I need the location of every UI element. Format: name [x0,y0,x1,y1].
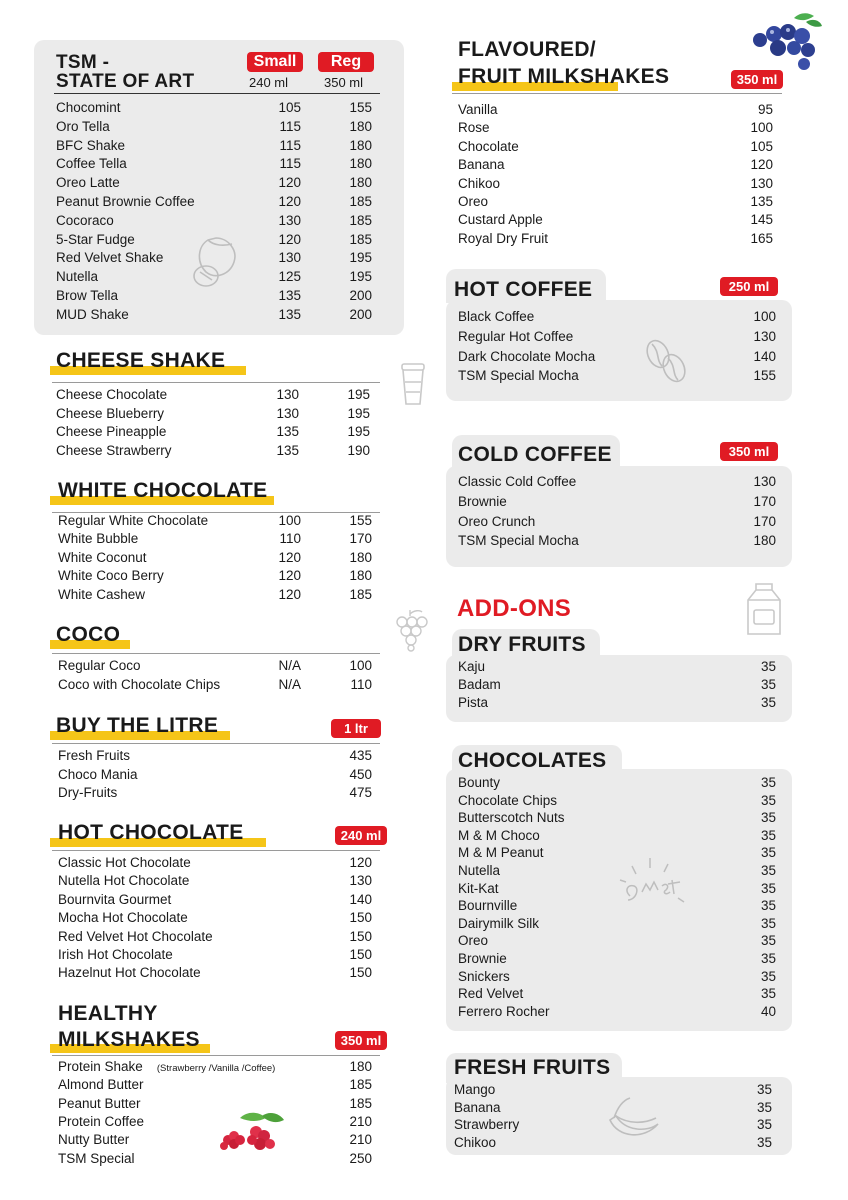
item-name: Kit-Kat [458,880,499,896]
item-name: Cheese Pineapple [56,424,167,439]
menu-item [458,175,778,193]
tsm-title-line2: STATE OF ART [56,71,195,92]
menu-item [58,784,378,802]
item-name: White Bubble [58,531,139,547]
hazelnut-icon [188,232,246,292]
price: 130 [349,873,372,889]
price: 35 [760,792,776,808]
item-name: Dry-Fruits [58,785,118,800]
menu-item [458,809,778,827]
item-name: Dark Chocolate Mocha [458,348,596,364]
item-name: Badam [458,677,501,692]
item-name: White Cashew [58,586,146,602]
menu-item [58,586,378,604]
cheese-title: CHEESE SHAKE [56,349,226,372]
freshfruits-title: FRESH FRUITS [454,1056,611,1079]
menu-item [56,423,376,441]
item-name: Oreo Crunch [458,513,536,529]
chocolates-title: CHOCOLATES [458,749,607,772]
menu-item [458,156,778,174]
price: 130 [753,328,776,344]
price: 210 [349,1113,372,1129]
item-name: Banana [458,157,505,173]
item-name: Black Coffee [458,309,535,324]
healthy-title-line2: MILKSHAKES [58,1028,200,1051]
price: 135 [750,194,773,209]
grapes-icon [392,608,428,652]
price-reg: 190 [347,442,370,458]
item-name: Strawberry [454,1117,520,1133]
item-name: Chikoo [458,175,501,191]
hotchoc-title: HOT CHOCOLATE [58,821,244,844]
tsm-divider [54,93,380,94]
price-reg: 185 [349,212,372,228]
price: 150 [349,910,372,926]
item-name: Red Velvet Hot Chocolate [58,928,213,944]
price-reg: 110 [350,676,372,692]
price: 35 [760,880,776,896]
menu-item [56,405,376,423]
price: 35 [760,827,776,843]
item-name: Hazelnut Hot Chocolate [58,965,201,981]
coco-title: COCO [56,623,121,646]
price: 100 [753,309,776,324]
item-name: Dairymilk Silk [458,915,539,931]
litre-badge: 1 ltr [331,719,381,738]
menu-item [58,512,378,530]
item-name: Nutella [56,269,99,285]
item-name: Cheese Strawberry [56,442,172,458]
price-reg: 200 [349,288,372,303]
menu-item [58,854,378,872]
menu-item [56,306,376,324]
price-reg: 200 [349,306,372,322]
price: 95 [757,102,773,117]
item-name: Peanut Butter [58,1095,141,1111]
healthy-title-line1: HEALTHY [58,1002,158,1025]
menu-item [458,328,778,346]
item-name: Brownie [458,951,507,966]
item-name: M & M Choco [458,827,540,843]
price-small: 105 [278,100,301,115]
price: 35 [756,1099,772,1115]
price: 130 [750,175,773,191]
item-name: Red Velvet [458,986,524,1002]
item-name: Cocoraco [56,212,114,228]
price: 35 [756,1134,772,1150]
price: 35 [760,951,776,966]
price: 40 [760,1003,776,1019]
menu-item [458,774,778,792]
item-name: White Coconut [58,549,147,565]
menu-item [58,530,378,548]
price-small: 120 [278,568,301,584]
menu-item [58,928,378,946]
small-size-badge: Small [247,52,303,72]
menu-item [58,676,378,694]
price-small: 135 [276,442,299,458]
price-reg: 195 [349,250,372,266]
item-name: Choco Mania [58,766,138,782]
price-reg: 100 [349,658,372,673]
price: 140 [753,348,776,364]
menu-item [458,792,778,810]
price-small: 100 [278,513,301,528]
cheese-divider [52,382,380,383]
price: 120 [349,855,372,870]
banana-icon [604,1094,664,1146]
item-name: Irish Hot Chocolate [58,947,173,962]
price-reg: 195 [347,405,370,421]
item-name: Chocomint [56,100,121,115]
item-name: Snickers [458,968,510,984]
healthy-badge: 350 ml [335,1031,387,1050]
menu-item [458,367,778,385]
menu-item [56,386,376,404]
item-name: Protein Coffee [58,1113,145,1129]
tsm-title-line1: TSM - [56,52,110,73]
price-reg: 180 [349,549,372,565]
item-name: Bounty [458,775,501,790]
price: 210 [349,1132,372,1148]
coldcoffee-badge: 350 ml [720,442,778,461]
item-name: Nutella [458,863,501,878]
price-small: 115 [279,156,301,172]
menu-item [458,308,778,326]
menu-item [458,138,778,156]
price: 170 [753,513,776,529]
menu-item [458,230,778,248]
addons-title: ADD-ONS [457,595,572,622]
menu-item [58,909,378,927]
item-name: Kaju [458,659,486,674]
item-name: Banana [454,1099,501,1115]
price: 35 [760,898,776,914]
raspberry-icon [210,1110,290,1156]
menu-item [458,658,778,676]
item-name: Pista [458,695,489,710]
fruit-title-line2: FRUIT MILKSHAKES [458,65,670,88]
coco-divider [52,653,380,654]
menu-item [56,442,376,460]
price: 165 [750,230,773,246]
menu-item [56,99,376,117]
price: 35 [760,986,776,1002]
item-name: Mango [454,1082,496,1097]
price-small: 125 [278,269,301,285]
price-small: 130 [278,250,301,266]
item-name: Ferrero Rocher [458,1003,550,1019]
price-small: 120 [278,549,301,565]
price-small: 115 [279,137,301,153]
price: 35 [760,810,776,826]
price-reg: 180 [349,118,372,134]
menu-item [458,473,778,491]
price: 35 [760,915,776,931]
menu-item [458,694,778,712]
price-small: 135 [278,306,301,322]
dryfruits-title: DRY FRUITS [458,633,586,656]
price: 150 [349,965,372,981]
item-name: Custard Apple [458,212,543,228]
item-name: Classic Hot Chocolate [58,855,191,870]
item-name: TSM Special Mocha [458,368,579,384]
litre-divider [52,743,380,744]
menu-item [458,676,778,694]
hotchoc-badge: 240 ml [335,826,387,845]
price: 150 [349,928,372,944]
price-reg: 180 [349,568,372,584]
coffee-cup-icon [398,360,428,408]
menu-item [58,657,378,675]
price-small: N/A [278,676,301,692]
menu-item [56,118,376,136]
menu-item [58,964,378,982]
menu-item [56,193,376,211]
item-name: Coco with Chocolate Chips [58,676,221,692]
price: 475 [349,785,372,800]
small-volume: 240 ml [249,75,289,90]
item-name: Regular White Chocolate [58,513,209,528]
item-name: Brow Tella [56,288,119,303]
item-name: White Coco Berry [58,568,164,584]
price: 35 [760,933,776,949]
item-name: Royal Dry Fruit [458,230,549,246]
item-name: Bournville [458,898,518,914]
price-reg: 180 [349,137,372,153]
price-small: 110 [279,531,301,547]
price-reg: 185 [349,194,372,209]
price-small: 120 [278,194,301,209]
menu-item [458,932,778,950]
price: 100 [750,120,773,136]
item-name: Cheese Blueberry [56,405,165,421]
menu-item [58,1058,378,1076]
item-name: Nutella Hot Chocolate [58,873,190,889]
coldcoffee-title: COLD COFFEE [458,443,612,466]
coffee-beans-icon [640,336,690,386]
menu-item [58,549,378,567]
item-name: Coffee Tella [56,156,127,172]
menu-item [58,891,378,909]
price-reg: 155 [349,100,372,115]
price-small: 115 [279,118,301,134]
item-name: Mocha Hot Chocolate [58,910,188,926]
menu-item [58,747,378,765]
price-reg: 195 [347,424,370,439]
item-name: Nutty Butter [58,1132,130,1148]
price-reg: 155 [349,513,372,528]
menu-item [458,348,778,366]
item-name: Butterscotch Nuts [458,810,565,826]
price: 35 [760,659,776,674]
price-small: 120 [278,586,301,602]
menu-item [458,950,778,968]
item-name: Oreo Latte [56,175,120,191]
price: 150 [349,947,372,962]
price: 180 [753,533,776,549]
price: 250 [349,1150,372,1166]
item-name: Regular Hot Coffee [458,328,574,344]
price-small: 130 [278,212,301,228]
price: 35 [760,845,776,861]
blueberries-icon [748,10,824,70]
price: 35 [760,968,776,984]
price-small: 120 [278,175,301,191]
price: 170 [753,493,776,509]
price: 185 [349,1095,372,1111]
price-small: 130 [276,405,299,421]
menu-item [458,193,778,211]
menu-item [458,513,778,531]
menu-item [458,532,778,550]
price-small: 120 [278,231,301,247]
menu-item [458,827,778,845]
price: 130 [753,474,776,489]
hotcoffee-title: HOT COFFEE [454,278,593,301]
menu-item [458,985,778,1003]
white-title: WHITE CHOCOLATE [58,479,268,502]
menu-item [56,155,376,173]
item-name: Chocolate [458,138,519,154]
item-name: Bournvita Gourmet [58,891,172,907]
hotcoffee-badge: 250 ml [720,277,778,296]
item-name: MUD Shake [56,306,129,322]
menu-item [58,567,378,585]
item-name: Almond Butter [58,1077,144,1093]
price-reg: 185 [349,231,372,247]
item-name: Cheese Chocolate [56,387,168,402]
item-name: BFC Shake [56,137,126,153]
item-name: Rose [458,120,490,136]
price-reg: 170 [349,531,372,547]
fruit-badge: 350 ml [731,70,783,89]
price: 35 [756,1117,772,1133]
price: 140 [349,891,372,907]
price: 155 [753,368,776,384]
item-name: Red Velvet Shake [56,250,164,266]
menu-item [458,493,778,511]
price: 435 [349,748,372,763]
item-name: Chikoo [454,1134,497,1150]
price-reg: 195 [349,269,372,285]
price-small: 130 [276,387,299,402]
menu-item [458,968,778,986]
item-note: (Strawberry /Vanilla /Coffee) [156,1063,276,1074]
menu-item [458,101,778,119]
item-name: TSM Special [58,1150,135,1166]
menu-item [58,766,378,784]
reg-size-badge: Reg [318,52,374,72]
item-name: Classic Cold Coffee [458,474,577,489]
fruit-title-line1: FLAVOURED/ [458,38,596,61]
menu-item [58,872,378,890]
price-reg: 180 [349,156,372,172]
item-name: Oreo [458,933,489,949]
item-name: Chocolate Chips [458,792,558,808]
milk-carton-icon [746,582,782,636]
price-reg: 195 [347,387,370,402]
menu-item [56,212,376,230]
item-name: Fresh Fruits [58,748,131,763]
menu-item [56,137,376,155]
item-name: Brownie [458,493,507,509]
price: 35 [760,863,776,878]
price: 105 [750,138,773,154]
item-name: Peanut Brownie Coffee [56,194,195,209]
price: 120 [750,157,773,173]
item-name: TSM Special Mocha [458,533,579,549]
item-name: Vanilla [458,102,498,117]
reg-volume: 350 ml [324,75,364,90]
price-reg: 180 [349,175,372,191]
menu-item [58,946,378,964]
price: 35 [760,775,776,790]
price-small: 135 [276,424,299,439]
item-name: 5-Star Fudge [56,231,135,247]
menu-item [458,1003,778,1021]
price: 185 [349,1077,372,1093]
price-small: 135 [278,288,301,303]
fruit-divider [452,93,782,94]
menu-item [58,1076,378,1094]
menu-item [56,174,376,192]
litre-title: BUY THE LITRE [56,714,219,737]
item-name: Oro Tella [56,118,110,134]
price: 35 [756,1082,772,1097]
menu-item [458,119,778,137]
price-small: N/A [278,658,301,673]
price-reg: 185 [349,586,372,602]
item-name: Protein Shake [58,1059,143,1074]
item-name: Regular Coco [58,658,141,673]
price: 450 [349,766,372,782]
sweet-doodle-icon [610,846,690,926]
menu-item [458,211,778,229]
item-name: M & M Peanut [458,845,544,861]
hotchoc-divider [52,850,380,851]
price: 180 [349,1059,372,1074]
price: 145 [750,212,773,228]
price: 35 [760,677,776,692]
healthy-divider [52,1055,380,1056]
item-name: Oreo [458,194,489,209]
price: 35 [760,695,776,710]
